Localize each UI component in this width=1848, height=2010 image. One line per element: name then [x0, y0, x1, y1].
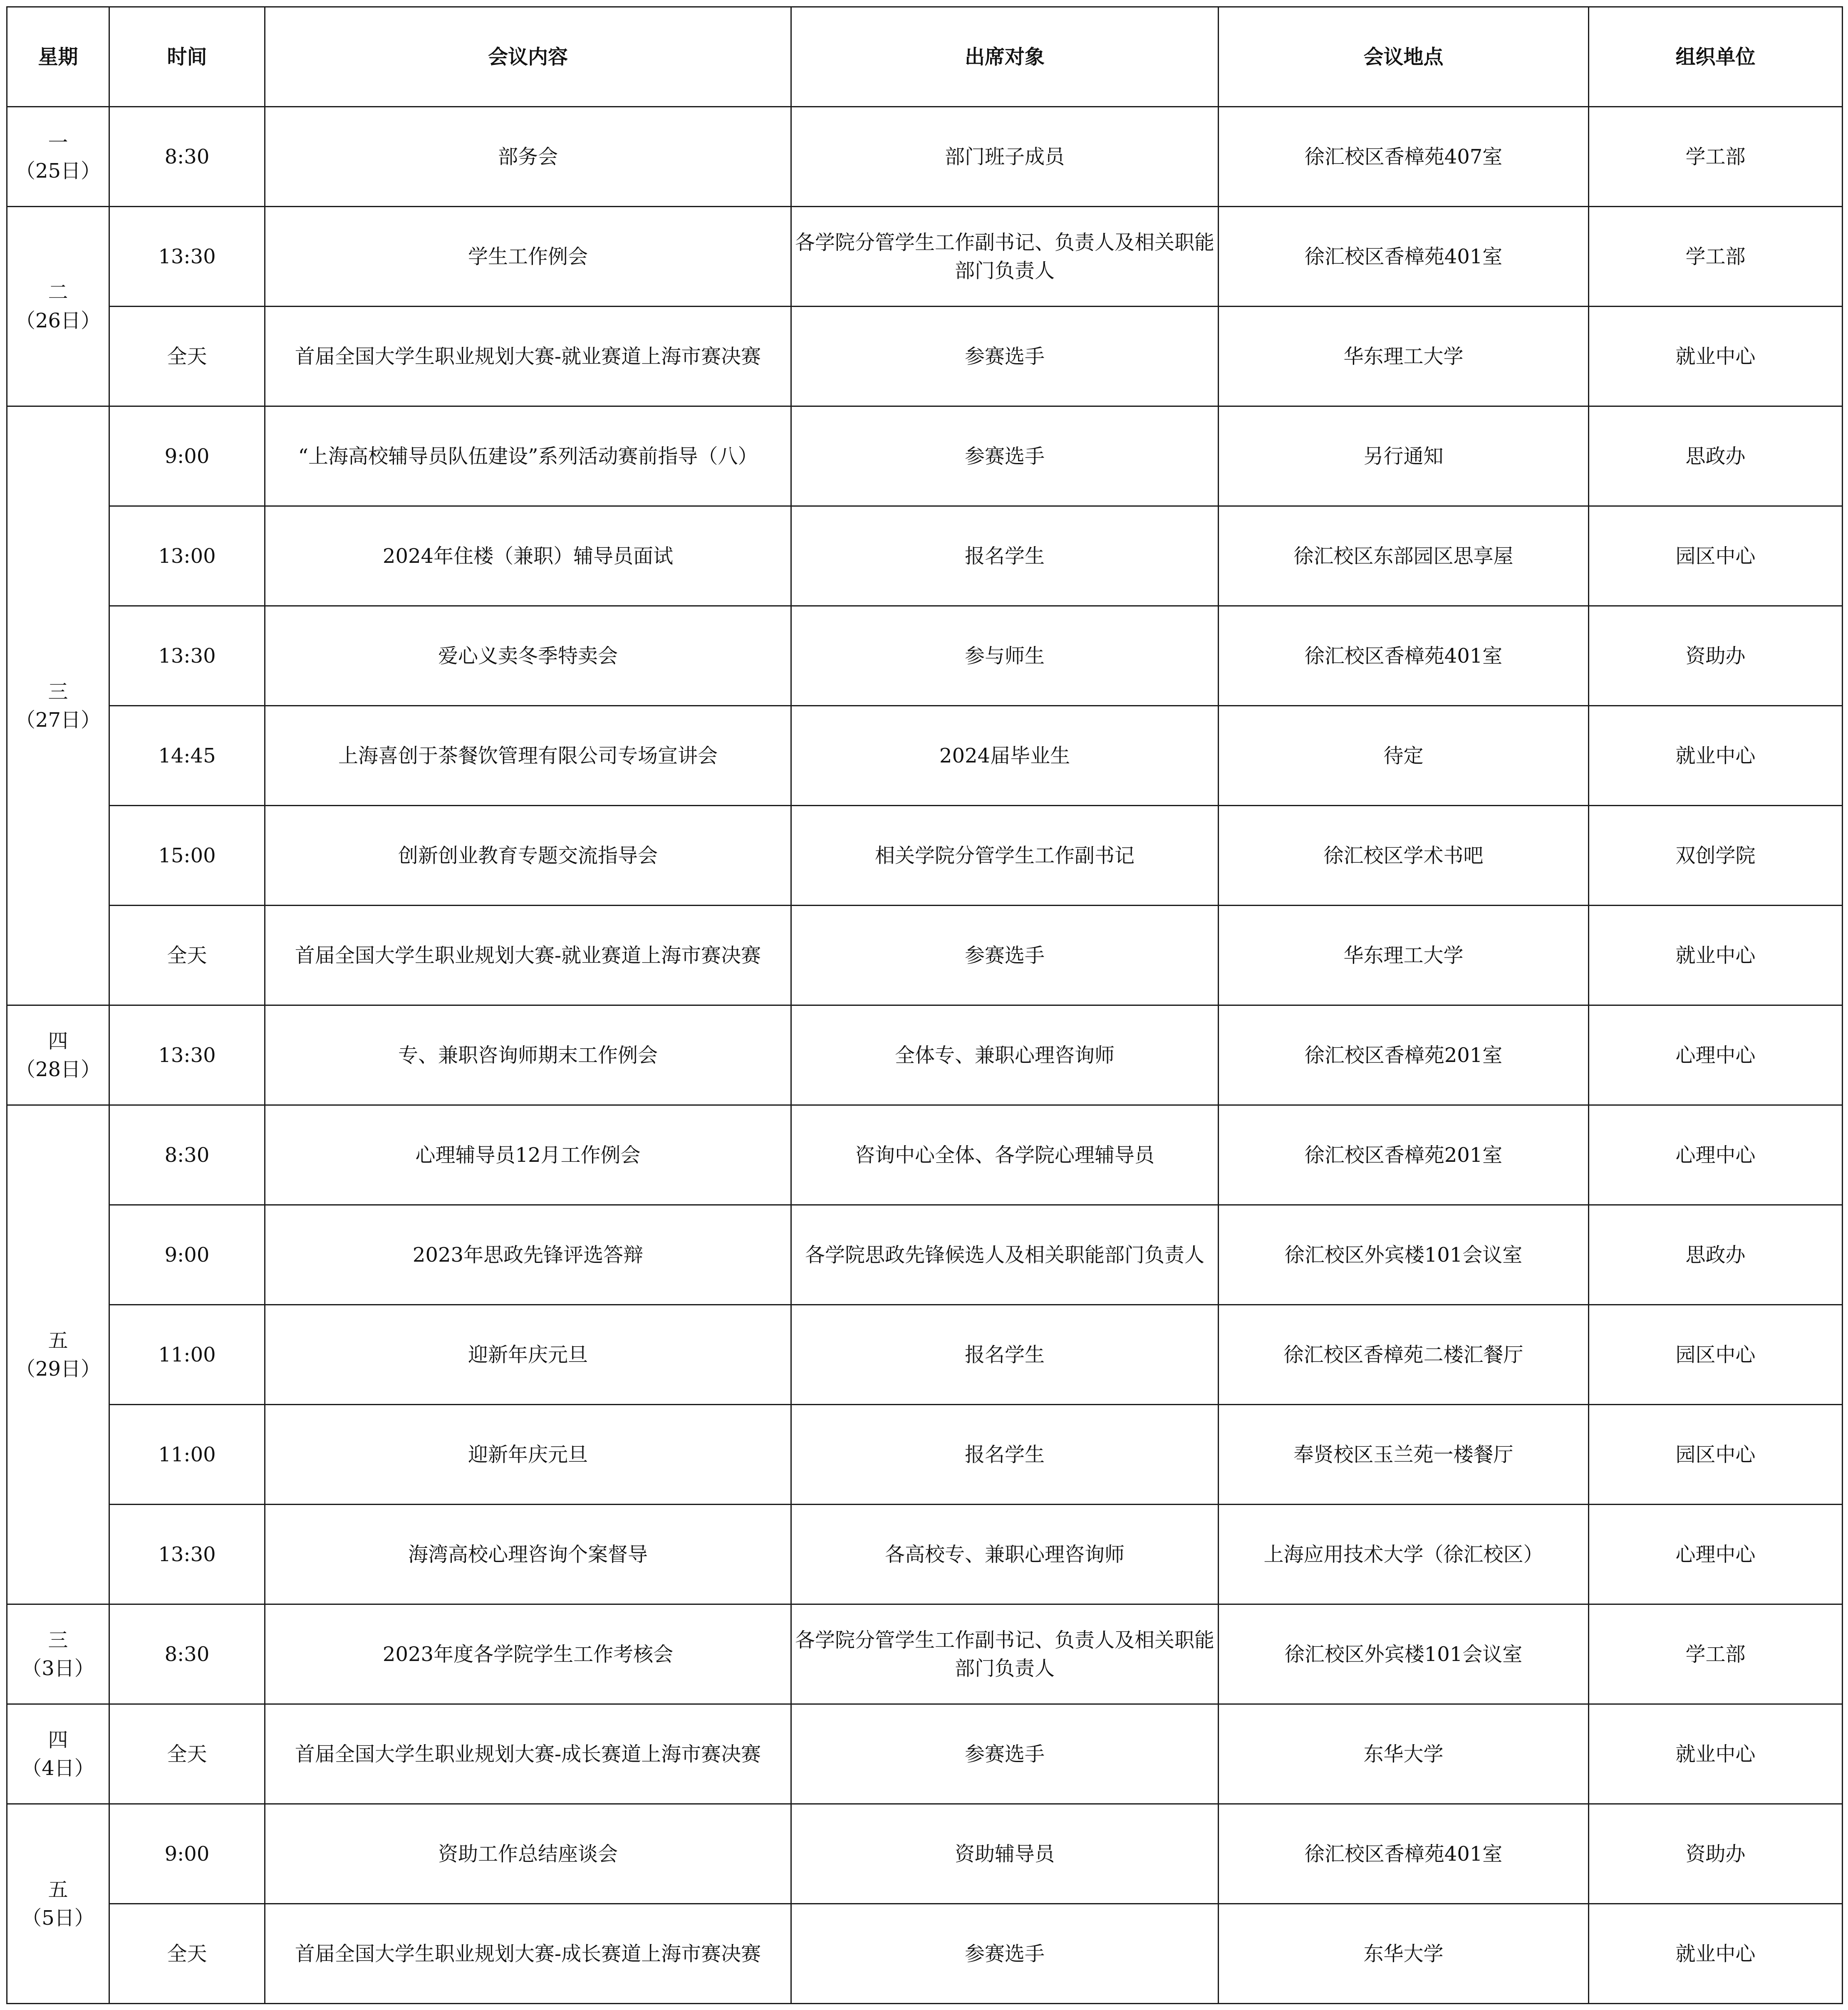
content-cell: 首届全国大学生职业规划大赛-就业赛道上海市赛决赛: [265, 906, 791, 1005]
location-cell: 徐汇校区香樟苑407室: [1219, 107, 1589, 207]
table-row: [7, 207, 1843, 307]
organizer-cell: 资助办: [1589, 606, 1843, 706]
table-row: [7, 806, 1843, 906]
organizer-cell: 学工部: [1589, 1604, 1843, 1704]
table-row: [7, 506, 1843, 606]
header-attendees: 出席对象: [791, 7, 1219, 107]
table-row: [7, 1405, 1843, 1505]
location-cell: 上海应用技术大学（徐汇校区）: [1219, 1505, 1589, 1604]
time-cell: 全天: [109, 307, 265, 406]
time-cell: 9:00: [109, 1205, 265, 1305]
content-cell: 首届全国大学生职业规划大赛-就业赛道上海市赛决赛: [265, 307, 791, 406]
time-cell: 13:30: [109, 1505, 265, 1604]
table-row: [7, 1105, 1843, 1205]
header-organizer: 组织单位: [1589, 7, 1843, 107]
header-location: 会议地点: [1219, 7, 1589, 107]
location-cell: 东华大学: [1219, 1704, 1589, 1804]
organizer-cell: 学工部: [1589, 207, 1843, 307]
time-cell: 14:45: [109, 706, 265, 806]
organizer-cell: 心理中心: [1589, 1505, 1843, 1604]
time-cell: 13:30: [109, 606, 265, 706]
content-cell: 2023年思政先锋评选答辩: [265, 1205, 791, 1305]
table-row: [7, 406, 1843, 506]
organizer-cell: 双创学院: [1589, 806, 1843, 906]
attendees-cell: 各学院分管学生工作副书记、负责人及相关职能部门负责人: [791, 207, 1219, 307]
content-cell: 专、兼职咨询师期末工作例会: [265, 1005, 791, 1105]
weekday-cell: 五 （29日）: [7, 1105, 109, 1604]
attendees-cell: 参与师生: [791, 606, 1219, 706]
organizer-cell: 园区中心: [1589, 1305, 1843, 1405]
attendees-cell: 各高校专、兼职心理咨询师: [791, 1505, 1219, 1604]
weekday-cell: 三 （27日）: [7, 406, 109, 1005]
weekday-cell: 五 （5日）: [7, 1804, 109, 2004]
table-row: [7, 1604, 1843, 1704]
table-row: [7, 606, 1843, 706]
attendees-cell: 参赛选手: [791, 406, 1219, 506]
attendees-cell: 参赛选手: [791, 1704, 1219, 1804]
time-cell: 8:30: [109, 1604, 265, 1704]
time-cell: 8:30: [109, 1105, 265, 1205]
table-row: [7, 1704, 1843, 1804]
organizer-cell: 就业中心: [1589, 307, 1843, 406]
location-cell: 东华大学: [1219, 1904, 1589, 2004]
location-cell: 徐汇校区香樟苑401室: [1219, 606, 1589, 706]
time-cell: 11:00: [109, 1405, 265, 1505]
attendees-cell: 咨询中心全体、各学院心理辅导员: [791, 1105, 1219, 1205]
organizer-cell: 就业中心: [1589, 1704, 1843, 1804]
location-cell: 徐汇校区外宾楼101会议室: [1219, 1205, 1589, 1305]
organizer-cell: 园区中心: [1589, 1405, 1843, 1505]
content-cell: 上海喜创于茶餐饮管理有限公司专场宣讲会: [265, 706, 791, 806]
time-cell: 全天: [109, 1704, 265, 1804]
organizer-cell: 心理中心: [1589, 1105, 1843, 1205]
location-cell: 徐汇校区学术书吧: [1219, 806, 1589, 906]
content-cell: 学生工作例会: [265, 207, 791, 307]
organizer-cell: 就业中心: [1589, 706, 1843, 806]
location-cell: 待定: [1219, 706, 1589, 806]
location-cell: 徐汇校区东部园区思享屋: [1219, 506, 1589, 606]
attendees-cell: 相关学院分管学生工作副书记: [791, 806, 1219, 906]
table-row: [7, 1804, 1843, 1904]
location-cell: 徐汇校区香樟苑201室: [1219, 1005, 1589, 1105]
content-cell: 爱心义卖冬季特卖会: [265, 606, 791, 706]
attendees-cell: 参赛选手: [791, 1904, 1219, 2004]
content-cell: 首届全国大学生职业规划大赛-成长赛道上海市赛决赛: [265, 1904, 791, 2004]
header-weekday: 星期: [7, 7, 109, 107]
location-cell: 徐汇校区香樟苑二楼汇餐厅: [1219, 1305, 1589, 1405]
content-cell: 迎新年庆元旦: [265, 1405, 791, 1505]
table-row: [7, 107, 1843, 207]
attendees-cell: 报名学生: [791, 506, 1219, 606]
organizer-cell: 思政办: [1589, 1205, 1843, 1305]
content-cell: 部务会: [265, 107, 791, 207]
table-row: [7, 1005, 1843, 1105]
organizer-cell: 思政办: [1589, 406, 1843, 506]
time-cell: 9:00: [109, 406, 265, 506]
content-cell: 创新创业教育专题交流指导会: [265, 806, 791, 906]
time-cell: 13:00: [109, 506, 265, 606]
table-row: [7, 1904, 1843, 2004]
table-row: [7, 307, 1843, 406]
table-row: [7, 706, 1843, 806]
table-row: [7, 1305, 1843, 1405]
attendees-cell: 各学院思政先锋候选人及相关职能部门负责人: [791, 1205, 1219, 1305]
table-row: [7, 1205, 1843, 1305]
header-time: 时间: [109, 7, 265, 107]
time-cell: 13:30: [109, 207, 265, 307]
attendees-cell: 参赛选手: [791, 906, 1219, 1005]
location-cell: 另行通知: [1219, 406, 1589, 506]
header-row: [7, 7, 1843, 107]
location-cell: 徐汇校区香樟苑201室: [1219, 1105, 1589, 1205]
content-cell: 海湾高校心理咨询个案督导: [265, 1505, 791, 1604]
weekday-cell: 四 （4日）: [7, 1704, 109, 1804]
location-cell: 华东理工大学: [1219, 906, 1589, 1005]
attendees-cell: 参赛选手: [791, 307, 1219, 406]
location-cell: 徐汇校区香樟苑401室: [1219, 1804, 1589, 1904]
organizer-cell: 资助办: [1589, 1804, 1843, 1904]
attendees-cell: 资助辅导员: [791, 1804, 1219, 1904]
attendees-cell: 各学院分管学生工作副书记、负责人及相关职能部门负责人: [791, 1604, 1219, 1704]
location-cell: 徐汇校区外宾楼101会议室: [1219, 1604, 1589, 1704]
time-cell: 全天: [109, 1904, 265, 2004]
organizer-cell: 就业中心: [1589, 906, 1843, 1005]
time-cell: 全天: [109, 906, 265, 1005]
attendees-cell: 全体专、兼职心理咨询师: [791, 1005, 1219, 1105]
content-cell: 迎新年庆元旦: [265, 1305, 791, 1405]
time-cell: 13:30: [109, 1005, 265, 1105]
time-cell: 8:30: [109, 107, 265, 207]
attendees-cell: 部门班子成员: [791, 107, 1219, 207]
time-cell: 11:00: [109, 1305, 265, 1405]
location-cell: 奉贤校区玉兰苑一楼餐厅: [1219, 1405, 1589, 1505]
header-content: 会议内容: [265, 7, 791, 107]
meeting-schedule-table: [6, 6, 1843, 2004]
content-cell: 资助工作总结座谈会: [265, 1804, 791, 1904]
weekday-cell: 二 （26日）: [7, 207, 109, 406]
location-cell: 徐汇校区香樟苑401室: [1219, 207, 1589, 307]
content-cell: “上海高校辅导员队伍建设”系列活动赛前指导（八）: [265, 406, 791, 506]
content-cell: 2023年度各学院学生工作考核会: [265, 1604, 791, 1704]
table-row: [7, 1505, 1843, 1604]
time-cell: 15:00: [109, 806, 265, 906]
content-cell: 心理辅导员12月工作例会: [265, 1105, 791, 1205]
table-row: [7, 906, 1843, 1005]
weekday-cell: 一 （25日）: [7, 107, 109, 207]
organizer-cell: 学工部: [1589, 107, 1843, 207]
organizer-cell: 心理中心: [1589, 1005, 1843, 1105]
weekday-cell: 三 （3日）: [7, 1604, 109, 1704]
organizer-cell: 园区中心: [1589, 506, 1843, 606]
attendees-cell: 报名学生: [791, 1305, 1219, 1405]
organizer-cell: 就业中心: [1589, 1904, 1843, 2004]
attendees-cell: 报名学生: [791, 1405, 1219, 1505]
attendees-cell: 2024届毕业生: [791, 706, 1219, 806]
location-cell: 华东理工大学: [1219, 307, 1589, 406]
content-cell: 首届全国大学生职业规划大赛-成长赛道上海市赛决赛: [265, 1704, 791, 1804]
weekday-cell: 四 （28日）: [7, 1005, 109, 1105]
time-cell: 9:00: [109, 1804, 265, 1904]
content-cell: 2024年住楼（兼职）辅导员面试: [265, 506, 791, 606]
